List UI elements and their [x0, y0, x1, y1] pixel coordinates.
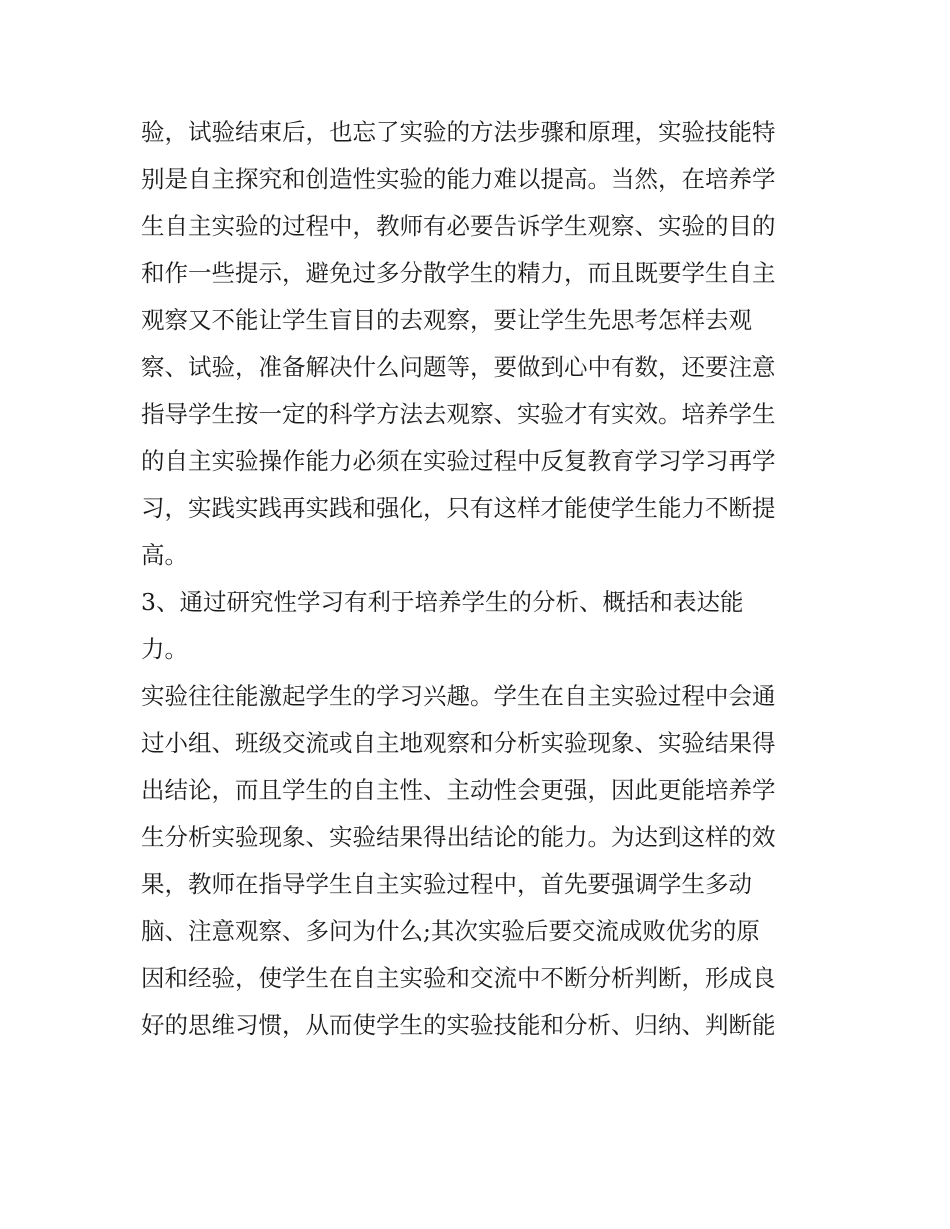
paragraph-line: 指导学生按一定的科学方法去观察、实验才有实效。培养学生 [141, 400, 776, 428]
paragraph-line: 和作一些提示，避免过多分散学生的精力，而且既要学生自主 [141, 259, 776, 287]
paragraph-line: 过小组、班级交流或自主地观察和分析实验现象、实验结果得 [141, 729, 776, 757]
paragraph-line: 验，试验结束后，也忘了实验的方法步骤和原理，实验技能特 [141, 118, 776, 146]
paragraph-line: 果，教师在指导学生自主实验过程中，首先要强调学生多动 [141, 870, 752, 898]
paragraph-line: 好的思维习惯，从而使学生的实验技能和分析、归纳、判断能 [141, 1011, 776, 1039]
paragraph-line: 习，实践实践再实践和强化，只有这样才能使学生能力不断提 [141, 494, 776, 522]
paragraph-line: 生自主实验的过程中，教师有必要告诉学生观察、实验的目的 [141, 212, 776, 240]
paragraph-line: 别是自主探究和创造性实验的能力难以提高。当然，在培养学 [141, 165, 776, 193]
paragraph-line: 实验往往能激起学生的学习兴趣。学生在自主实验过程中会通 [141, 682, 776, 710]
section-heading-line: 力。 [141, 635, 188, 663]
paragraph-line: 察、试验，准备解决什么问题等，要做到心中有数，还要注意 [141, 353, 776, 381]
section-heading-line: 3、通过研究性学习有利于培养学生的分析、概括和表达能 [141, 588, 744, 616]
paragraph-line: 观察又不能让学生盲目的去观察，要让学生先思考怎样去观 [141, 306, 752, 334]
paragraph-line: 出结论，而且学生的自主性、主动性会更强，因此更能培养学 [141, 776, 776, 804]
paragraph-line: 高。 [141, 541, 188, 569]
paragraph-line: 生分析实验现象、实验结果得出结论的能力。为达到这样的效 [141, 823, 776, 851]
paragraph-line: 的自主实验操作能力必须在实验过程中反复教育学习学习再学 [141, 447, 776, 475]
paragraph-line: 脑、注意观察、多问为什么;其次实验后要交流成败优劣的原 [141, 917, 760, 945]
paragraph-line: 因和经验，使学生在自主实验和交流中不断分析判断，形成良 [141, 964, 776, 992]
